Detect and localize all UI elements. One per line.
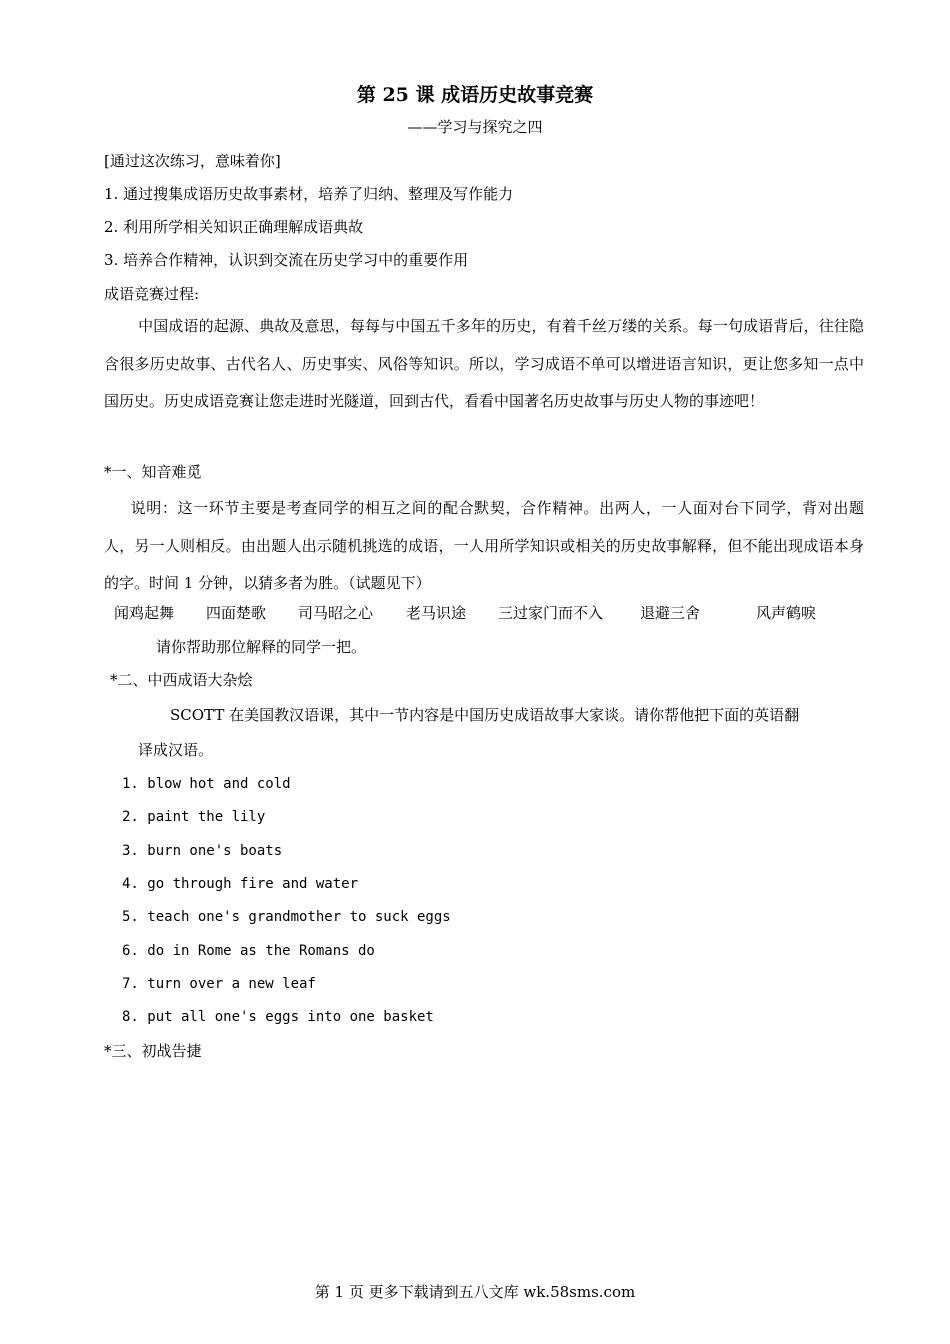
goal-item: 3. 培养合作精神，认识到交流在历史学习中的重要作用 bbox=[104, 251, 469, 269]
idiom-item: 退避三舍 bbox=[640, 604, 701, 622]
goal-item: 1. 通过搜集成语历史故事素材，培养了归纳、整理及写作能力 bbox=[104, 185, 514, 203]
english-idiom-item: 6. do in Rome as the Romans do bbox=[122, 943, 375, 959]
section-1-description bbox=[104, 490, 864, 603]
process-paragraph bbox=[104, 308, 864, 421]
section-3-heading: *三、初战告捷 bbox=[104, 1042, 202, 1060]
section-1-description-text: 说明：这一环节主要是考查同学的相互之间的配合默契，合作精神。出两人，一人面对台下同学，背对出题人，另一人则相反。由出题人出示随机挑选的成语，一人用所学知识或相关的历史故事解释，但不能出现成语本身的字。时间 1 分钟，以猜多者为胜。（试题见下） bbox=[104, 499, 864, 592]
idiom-item: 闻鸡起舞 bbox=[114, 604, 175, 622]
page-title: 第 25 课 成语历史故事竞赛 bbox=[356, 84, 594, 106]
page-footer: 第 1 页 更多下载请到五八文库 wk.58sms.com bbox=[314, 1283, 636, 1301]
english-idiom-item: 2. paint the lily bbox=[122, 809, 266, 825]
english-idiom-item: 3. burn one's boats bbox=[122, 843, 283, 859]
process-paragraph-text: 中国成语的起源、典故及意思，每每与中国五千多年的历史，有着千丝万缕的关系。每一句成语背后，往往隐含很多历史故事、古代名人、历史事实、风俗等知识。所以，学习成语不单可以增进语言知识，更让您多知一点中国历史。历史成语竞赛让您走进时光隧道，回到古代，看看中国著名历史故事与历史人物的事迹吧！ bbox=[104, 317, 864, 410]
section-1-heading: *一、知音难觅 bbox=[104, 463, 202, 481]
english-idiom-item: 5. teach one's grandmother to suck eggs bbox=[122, 909, 451, 925]
idiom-item: 风声鹤唳 bbox=[756, 604, 817, 622]
intro-header: [通过这次练习，意味着你] bbox=[104, 152, 281, 170]
english-idiom-item: 1. blow hot and cold bbox=[122, 776, 291, 792]
idiom-item: 三过家门而不入 bbox=[498, 604, 604, 622]
idiom-item: 老马识途 bbox=[406, 604, 467, 622]
page-subtitle: ——学习与探究之四 bbox=[407, 118, 543, 136]
english-idiom-item: 4. go through fire and water bbox=[122, 876, 359, 892]
goal-item: 2. 利用所学相关知识正确理解成语典故 bbox=[104, 218, 364, 236]
english-idiom-item: 8. put all one's eggs into one basket bbox=[122, 1009, 434, 1025]
idiom-item: 司马昭之心 bbox=[298, 604, 374, 622]
section-1-prompt: 请你帮助那位解释的同学一把。 bbox=[156, 638, 367, 656]
english-idiom-item: 7. turn over a new leaf bbox=[122, 976, 316, 992]
section-2-intro-cont: 译成汉语。 bbox=[138, 741, 214, 759]
idiom-item: 四面楚歌 bbox=[206, 604, 267, 622]
section-2-intro: SCOTT 在美国教汉语课，其中一节内容是中国历史成语故事大家谈。请你帮他把下面的英语翻 bbox=[170, 706, 800, 724]
process-label: 成语竞赛过程: bbox=[104, 285, 200, 303]
section-2-heading: *二、中西成语大杂烩 bbox=[110, 671, 253, 689]
